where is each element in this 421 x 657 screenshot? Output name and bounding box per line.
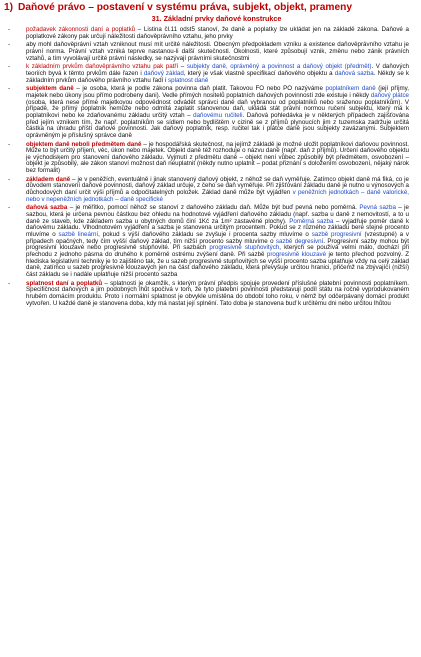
list-item-text [26,86,409,139]
term-heading: daňová sazba [26,204,68,212]
term-heading: splatnost daní a poplatků [26,279,103,287]
highlighted-term: daňový základ [143,69,184,77]
highlighted-term: Pevná sazba [359,204,396,212]
list-item-text [26,42,409,62]
text-run: , který je však vlastně specifikací daňového objektu a [183,69,335,77]
list-item-text [26,177,409,204]
bullet-dash: - [8,63,11,71]
term-heading: požadavek zákonnosti daní a poplatků [26,26,136,33]
highlighted-term: Poměrná sazba [289,217,334,225]
highlighted-term: daňovému ručiteli [193,111,243,119]
highlighted-term: progresivně klouzavé [266,251,327,258]
highlighted-term: sazbě degresivní [275,237,324,245]
section-subtitle: 31. Základní prvky daňové konstrukce [151,14,282,23]
text-run: aby mohl daňověprávní vztah vzniknout musí mít určité náležitosti. Obecným předpokladem vzniku a existence daňověprávního vztahu je právní norma. Právní vztah vzniká teprve nastanou-li další skutečnosti. Okolnosti, které způsobují vznik, změnu nebo zánik právních vztahů, a tím vyvolávají určité právní následky, se nazývají právními skutečnostmi [26,41,409,62]
list-item [4,281,409,308]
list-item [4,86,409,139]
bullet-dash: - [8,41,11,49]
text-run: (vzestupné) a v případech opačných, tedy čím vyšší daňový základ, tím nižší procento sazby mluvíme o [26,231,409,245]
bullet-dash: - [8,204,11,212]
text-run: – splatnosti je okamžik, s kterým právní předpis spojuje provedení příslušné platební povinnosti poplatníkem. Specifičnost daňových a jim podobných lhůt spočívá v tom, že tyto platební povinnosti představují podíl státu na ročně vyprodukovaném hrubém domácím produktu. Proto i normální splatnost je obvykle umístěna do období toho roku, v němž byl odčerpávaný domácí produkt vytvořen. U každé daně je stanovena doba, kdy má nastat její splnění. Tato doba je stanovena buď k určitému dni nebo určitou lhůtou [26,279,409,307]
text-run: . Někdy se k základním prvkům daňového právního vztahu řadí i [26,69,410,84]
bullet-dash: - [8,279,11,287]
text-run: (její příjmy, majetek nebo úkony jsou přímo podrobeny dani). Vedle přímých nositelů poplatních daňových povinností zde existuje i někdy [26,85,409,99]
highlighted-term: sazbě lineární [58,231,99,239]
text-run: – [178,63,187,71]
list-item-text [26,64,409,84]
term-heading: základem daně [26,175,71,183]
list-item [4,205,409,278]
text-run: . V daňových teoriích byvá k těmto prvkům dále řazen i [26,63,409,77]
list-item [4,177,409,204]
text-run: (osoba, která nese přímé majetkovou odpovědnost odvádět správci daně daň vybranou od poplatníků nebo sraženou poplatníkům). V případě, že přímý poplatník nemůže nebo odmítá zaplatit stanovenou daň, ukládá stát právní normou ručení subjektu, který má k poplatníkovi nebo ke zdaňovanému základu určitý vztah – [26,98,409,119]
text-run: . Daňová pohledávka je v některých případech zajišťována před jejím vznikem tím, že např. poplatníkům se sídlem nebo bydlištěm v cizině se z příjmů plynoucích jim z tuzemska zadržuje určitá částka na úhradu příští daňové povinnosti. Jak daňový poplatník, resp. ručitel tak i plátce daně jsou subjekty zavázanými. Subjektem oprávněným je příslušný správce daně [26,111,410,139]
term-heading: objektem daně neboli předmětem daně [26,140,142,148]
text-run: je tento přechod pozvolný. Z hlediska legislativní techniky je to zajištěno tak, že u sazeb progresivně stupňovitých se vyšší procento sazba uplatňuje vždy na celý základ daně, zatímco u sazeb progresivně klouzavých jen na část daňového základu, která převyšuje určitou hranici, přičemž na zbývající (nižší) část základu se i nadále uplatňuje nižší procento sazba [26,251,409,278]
highlighted-term: v peněžních jednotkách – daně valorické, nebo v nepeněžních jednotkách – daně specifické [26,189,410,203]
text-run: . Progresivní sazby mohou být progresivní klouzavé nebo progresivně stupňovité. Při sazbách [26,237,409,252]
text-run: – Listina čl.11 odst5 stanoví, že daně a poplatky lze ukládat jen na základě zákona. Daňové a poplatkové zákony pak určují náležitosti daňověprávního vztahu, jeho prvky [26,26,410,40]
text-run: – vyjadřuje poměr daně k daňovému základu. Vlhodnotovém vyjádření a sazba je stanovena určitým procentem. Pokud se z různého základu bere stejné procento mluvíme o [26,217,409,239]
highlighted-term: sazbě progresivní [311,231,362,239]
highlighted-term: subjekty daně, oprávněný a povinnost a daňový objekt (předmět) [186,63,372,71]
text-run: – je v peněžích, eventuálně i jinak stanovený daňový objekt, z něhož se daň vyměřuje. Zatímco objekt daně má fiká, co je důvodem stanovení daňové povinnosti, daňový základ určuje, z čeho se daň vyměřuje. Při zjišťování základu daně je nutno u výnosových a důchodových daní určit výši příjmů a odpočitatelných položek. Základ daně může být vyjádřen [26,175,409,197]
list-item [4,27,409,40]
list-item [4,42,409,62]
bullet-dash: - [8,140,11,148]
text-run: – je hospodářská skutečnost, na jejímž základě je možné uložit poplatníkovi daňovou povinnost. Může to být určitý příjem, věc, úkon nebo majetek. Objekt daně též rozhoduje o názvu daně (např. daň z příjmů). Určení daňového objektu je východiskem pro stanovení daňového základu. Vyjmutí z předmětu daně – objekt není vůbec způsobilý být předmětem, osvobození – objekt je způsobilý, ale zákon stanoví možnost daň neuplatnit (někdy nutno uplatnit – podat přiznání s doložením osvobození, nějaký nárok bez formalit) [26,140,409,175]
highlighted-term: progresivně stupňovitých [209,244,280,252]
highlighted-term: daňová sazba [334,69,374,77]
term-heading: subjektem daně [26,85,74,93]
list-item-text [26,205,409,278]
heading-number: 1) [4,2,14,13]
bullet-dash: - [8,175,11,183]
heading-title: Daňové právo – postavení v systému práva, subjekt, objekt, prameny [18,2,353,13]
text-run: – je měřítko, pomocí něhož se stanoví z daňového základu daň. Může být buď pevná nebo poměrná. [67,204,360,212]
text-run: – je osoba, která je podle zákona povinna daň platit. Takovou FO nebo PO nazýváme [73,85,326,93]
list-item-text [26,27,409,40]
text-run: , pokud s výší daňového základu se zvyšuje i procenta sazby mluvíme o [98,231,312,239]
bullet-dash: - [8,85,11,93]
list-item [4,142,409,175]
text-run: , kterých se používá velmi málo, dochází při přechodu z jednoho pásma do druhého k poměrně ostrému zvýšení daně. Při sazbě [26,244,409,258]
highlighted-term: daňový plátce [370,91,409,99]
term-heading: k základním prvkům daňověprávního vztahu pak patří [26,63,179,71]
list-item [4,64,409,84]
list-item-text [26,142,409,175]
bullet-dash: - [8,26,11,33]
text-run: – je sazbou, která je určena pevnou částkou bez ohledu na hodnotové vyjádření daňového základu (např. sazba u daně z nemovitostí, a to u daně ze staveb, kde základem sazba u obytných domů činí 1Kč za 1m² zastavěné plochy). [26,204,409,225]
heading [4,2,409,14]
bullet-list [4,27,409,307]
highlighted-term: poplatníkem daně [325,85,376,93]
highlighted-term: splatnost daně [168,76,209,84]
list-item-text [26,281,409,308]
